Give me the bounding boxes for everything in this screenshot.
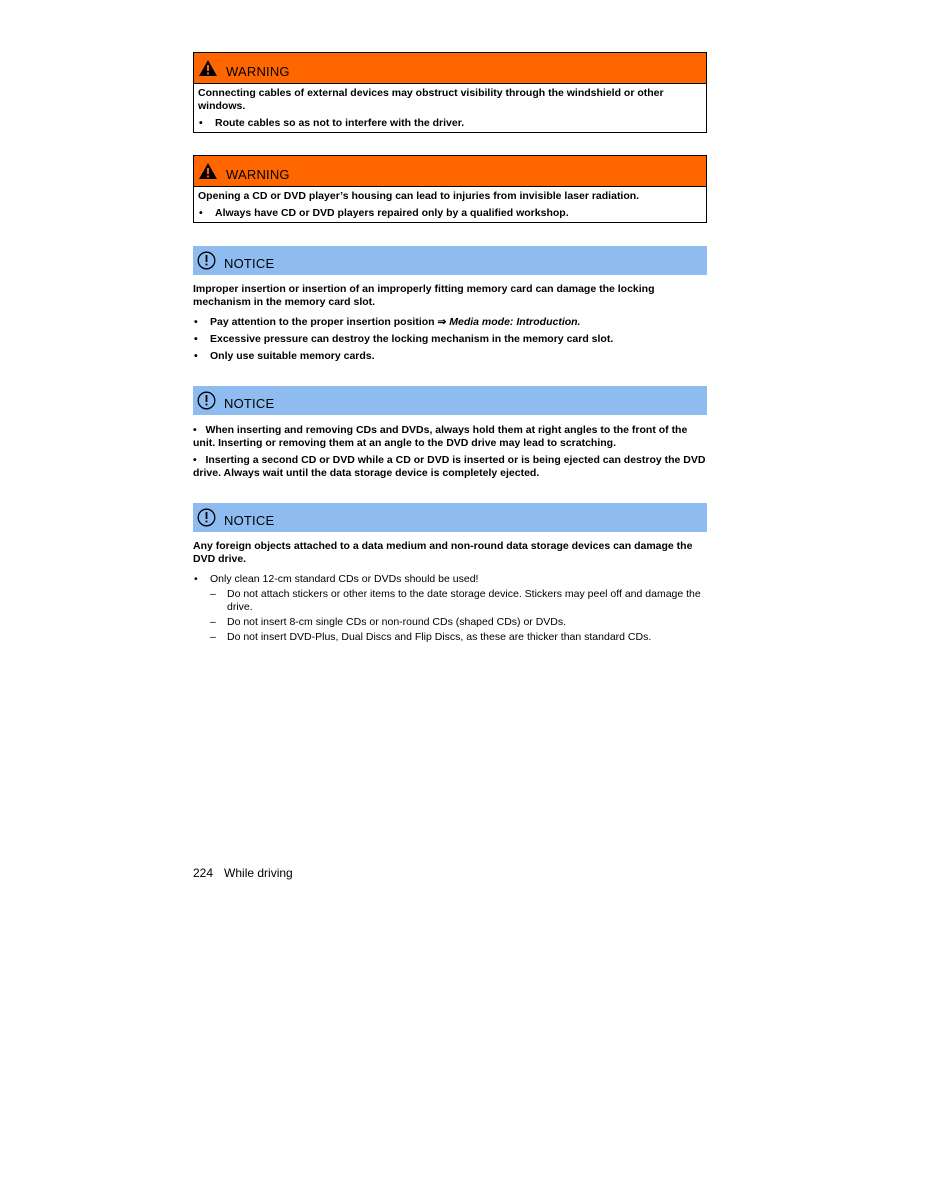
warning-bullet [198,207,702,220]
exclamation-circle-icon [197,251,216,270]
notice-bullet [193,333,707,346]
page-number: 224 [193,866,214,880]
notice-bullet [193,573,707,586]
bullet-dot: • [194,350,198,362]
warning-body [194,187,706,222]
notice-bullet [193,316,707,329]
notice-body-foreign-objects [193,540,707,646]
notice-dash-item [193,616,707,629]
notice-bullet-text: Inserting a second CD or DVD while a CD or DVD is inserted or is being ejected can destroy the DVD drive. Always wait until the data storage device is completely ejected. [193,454,706,479]
dash-text: Do not attach stickers or other items to the date storage device. Stickers may peel off and damage the drive. [227,588,701,613]
notice-bullet [193,424,707,450]
bullet-dot: • [194,316,198,328]
bullet-dot: • [199,207,203,219]
notice-bullet [193,454,707,480]
exclamation-circle-icon [197,508,216,527]
warning-bullet-text: Route cables so as not to interfere with the driver. [215,117,465,129]
notice-title: NOTICE [224,256,275,271]
dash-mark: – [210,631,216,643]
bullet-dot: • [199,117,203,129]
warning-bullet-text: Always have CD or DVD players repaired only by a qualified workshop. [215,207,569,219]
notice-title: NOTICE [224,513,275,528]
notice-title: NOTICE [224,396,275,411]
dash-text: Do not insert 8-cm single CDs or non-round CDs (shaped CDs) or DVDs. [227,616,567,628]
warning-header [194,156,706,187]
bullet-text: Pay attention to the proper insertion position ⇒ [210,316,450,328]
notice-bullet-text: Excessive pressure can destroy the locking mechanism in the memory card slot. [210,333,614,345]
dash-mark: – [210,588,216,600]
notice-text: Improper insertion or insertion of an improperly fitting memory card can damage the locking mechanism in the memory card slot. [193,283,655,308]
warning-text: Opening a CD or DVD player’s housing can lead to injuries from invisible laser radiation. [198,190,640,202]
cross-reference-link[interactable]: Media mode: Introduction. [449,316,581,328]
notice-header-foreign-objects [193,503,707,532]
notice-body-memory-card [193,283,707,367]
bullet-dot: • [194,573,198,585]
notice-text: Any foreign objects attached to a data medium and non-round data storage devices can damage the DVD drive. [193,540,693,565]
notice-header-memory-card [193,246,707,275]
page-footer [193,866,293,880]
warning-box-laser [193,155,707,223]
notice-bullet [193,350,707,363]
warning-triangle-icon [198,162,218,180]
warning-box-cables [193,52,707,133]
notice-bullet-text: Only clean 12-cm standard CDs or DVDs should be used! [210,573,479,585]
warning-triangle-icon [198,59,218,77]
section-title: While driving [224,866,293,880]
warning-header [194,53,706,84]
dash-mark: – [210,616,216,628]
warning-title: WARNING [226,64,290,79]
bullet-dot: • [194,333,198,345]
warning-title: WARNING [226,167,290,182]
notice-bullet-text: Only use suitable memory cards. [210,350,375,362]
exclamation-circle-icon [197,391,216,410]
notice-bullet-text [210,316,580,329]
notice-bullet-text: When inserting and removing CDs and DVDs, always hold them at right angles to the front of the unit. Inserting or removing them at an angle to the DVD drive may lead to scratching. [193,424,688,449]
notice-dash-item [193,588,707,614]
notice-header-insert-remove [193,386,707,415]
dash-text: Do not insert DVD-Plus, Dual Discs and Flip Discs, as these are thicker than standard CDs. [227,631,652,643]
notice-dash-item [193,631,707,644]
bullet-dot: • [193,424,206,436]
notice-body-insert-remove [193,424,707,484]
warning-body [194,84,706,132]
bullet-dot: • [193,454,206,466]
warning-text: Connecting cables of external devices may obstruct visibility through the windshield or other windows. [198,87,664,112]
warning-bullet [198,117,702,130]
